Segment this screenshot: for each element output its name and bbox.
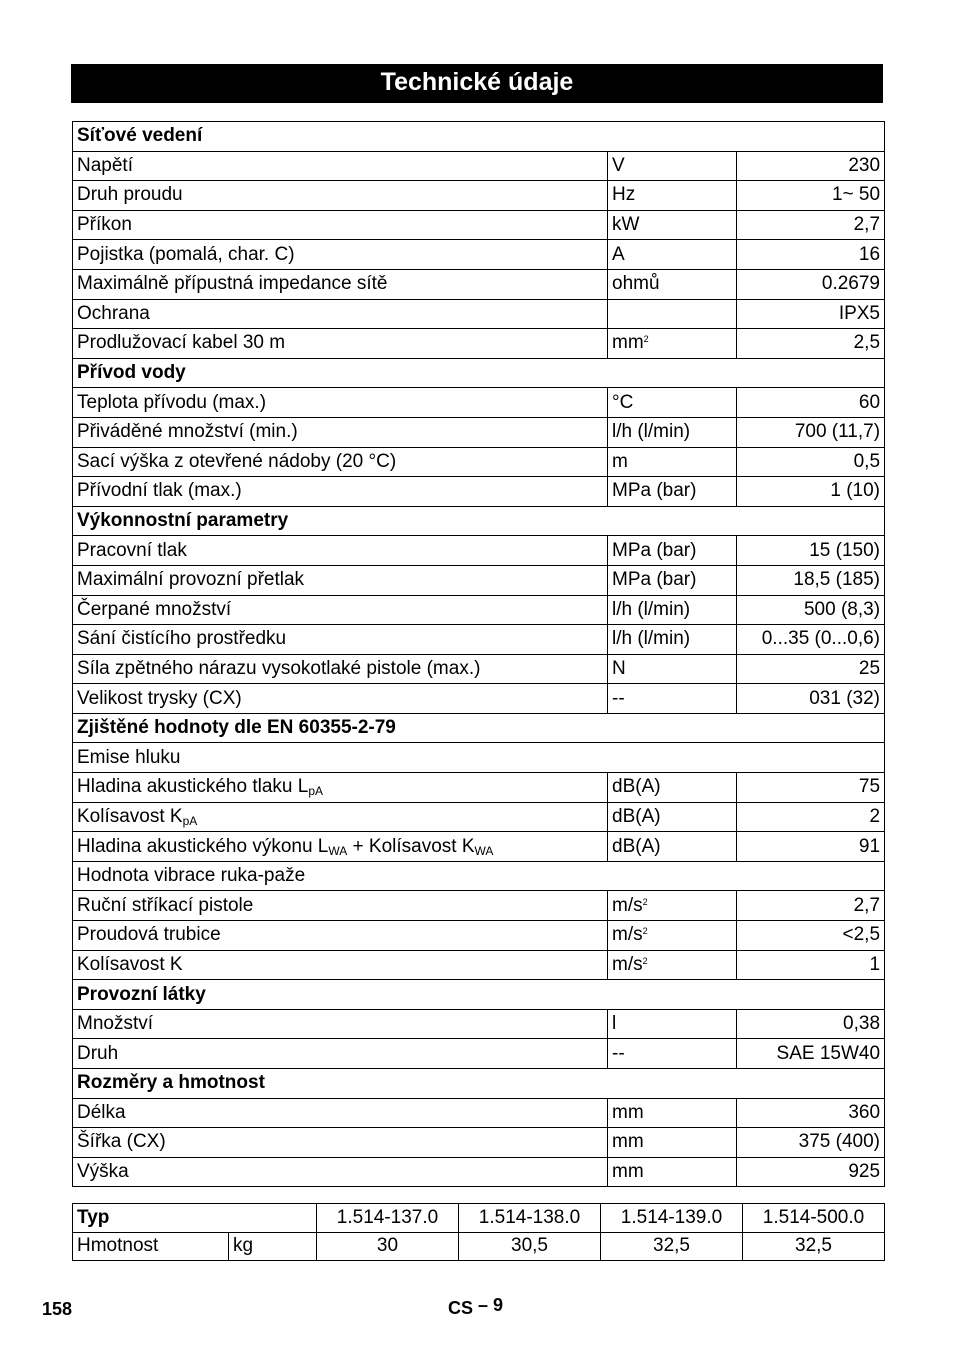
row-unit: MPa (bar) <box>608 565 737 595</box>
row-label: Přiváděné množství (min.) <box>73 417 608 447</box>
page-title: Technické údaje <box>71 64 883 103</box>
section-title-measured: Zjištěné hodnoty dle EN 60355-2-79 <box>73 713 885 743</box>
unit-base: m/s <box>612 924 643 946</box>
label-text-2: + Kolísavost K <box>347 835 475 857</box>
unit-base: mm <box>612 332 644 354</box>
subheader-vibration: Hodnota vibrace ruka-paže <box>73 861 885 891</box>
row-unit: N <box>608 654 737 684</box>
row-label: Napětí <box>73 151 608 181</box>
weight-value: 32,5 <box>743 1232 885 1261</box>
row-label: Teplota přívodu (max.) <box>73 388 608 418</box>
row-label <box>73 773 608 803</box>
table-row <box>73 1098 885 1128</box>
row-value: 16 <box>737 240 885 270</box>
table-row <box>73 269 885 299</box>
type-weight-table <box>72 1203 885 1261</box>
weight-value: 30 <box>317 1232 459 1261</box>
row-unit: mm <box>608 1128 737 1158</box>
row-label: Příkon <box>73 210 608 240</box>
weight-label: Hmotnost <box>73 1232 229 1261</box>
type-number: 1.514-138.0 <box>459 1204 601 1233</box>
section-header-row <box>73 506 885 536</box>
section-page: – 9 <box>478 1295 504 1315</box>
row-unit: dB(A) <box>608 802 737 832</box>
label-subscript: pA <box>308 784 323 799</box>
table-row <box>73 329 885 359</box>
row-value: 700 (11,7) <box>737 417 885 447</box>
row-unit: MPa (bar) <box>608 536 737 566</box>
language-code: CS <box>448 1298 474 1318</box>
label-text: Hladina akustického tlaku L <box>77 776 309 798</box>
row-value: SAE 15W40 <box>737 1039 885 1069</box>
section-title-performance: Výkonnostní parametry <box>73 506 885 536</box>
unit-base: m/s <box>612 894 643 916</box>
row-unit: °C <box>608 388 737 418</box>
row-value: 2 <box>737 802 885 832</box>
table-row <box>73 447 885 477</box>
row-value: 1 (10) <box>737 477 885 507</box>
label-text: Kolísavost K <box>77 805 183 827</box>
row-label <box>73 802 608 832</box>
row-value: 0,38 <box>737 1009 885 1039</box>
row-value: 18,5 (185) <box>737 565 885 595</box>
type-number: 1.514-139.0 <box>601 1204 743 1233</box>
subheader-row <box>73 743 885 773</box>
row-label: Ruční stříkací pistole <box>73 891 608 921</box>
row-label: Přívodní tlak (max.) <box>73 477 608 507</box>
row-unit: l <box>608 1009 737 1039</box>
row-label: Pracovní tlak <box>73 536 608 566</box>
row-label <box>73 832 608 862</box>
row-unit: l/h (l/min) <box>608 417 737 447</box>
subheader-row <box>73 861 885 891</box>
table-row <box>73 891 885 921</box>
row-value: 500 (8,3) <box>737 595 885 625</box>
table-row <box>73 832 885 862</box>
row-value: 360 <box>737 1098 885 1128</box>
label-subscript: WA <box>328 843 348 858</box>
row-label: Délka <box>73 1098 608 1128</box>
row-label: Ochrana <box>73 299 608 329</box>
table-row <box>73 1157 885 1187</box>
label-text: Hladina akustického výkonu L <box>77 835 329 857</box>
row-unit: ohmů <box>608 269 737 299</box>
section-title-mains: Síťové vedení <box>73 122 885 152</box>
row-unit <box>608 299 737 329</box>
section-header-row <box>73 358 885 388</box>
unit-base: m/s <box>612 953 643 975</box>
row-label: Velikost trysky (CX) <box>73 684 608 714</box>
row-label: Množství <box>73 1009 608 1039</box>
technical-data-table <box>72 121 885 1187</box>
row-value: <2,5 <box>737 921 885 951</box>
section-title-water: Přívod vody <box>73 358 885 388</box>
table-row <box>73 950 885 980</box>
table-row <box>73 417 885 447</box>
row-unit: l/h (l/min) <box>608 625 737 655</box>
unit-superscript: 2 <box>642 955 648 966</box>
type-number: 1.514-500.0 <box>743 1204 885 1233</box>
section-title-dimensions: Rozměry a hmotnost <box>73 1069 885 1099</box>
type-number: 1.514-137.0 <box>317 1204 459 1233</box>
section-header-row <box>73 980 885 1010</box>
unit-superscript: 2 <box>643 334 649 345</box>
table-row <box>73 299 885 329</box>
label-subscript-2: WA <box>474 843 494 858</box>
row-value: 75 <box>737 773 885 803</box>
row-unit: -- <box>608 684 737 714</box>
type-label: Typ <box>73 1204 317 1233</box>
table-row <box>73 654 885 684</box>
table-row <box>73 1009 885 1039</box>
row-unit: mm <box>608 1098 737 1128</box>
row-unit: MPa (bar) <box>608 477 737 507</box>
row-label: Sací výška z otevřené nádoby (20 °C) <box>73 447 608 477</box>
row-unit: -- <box>608 1039 737 1069</box>
table-row <box>73 151 885 181</box>
table-row <box>73 477 885 507</box>
row-unit: dB(A) <box>608 773 737 803</box>
table-row <box>73 595 885 625</box>
table-row <box>73 388 885 418</box>
row-unit <box>608 329 737 359</box>
row-value: 925 <box>737 1157 885 1187</box>
row-label: Šířka (CX) <box>73 1128 608 1158</box>
table-row <box>73 773 885 803</box>
row-label: Proudová trubice <box>73 921 608 951</box>
language-page-marker <box>448 1295 504 1319</box>
row-unit: V <box>608 151 737 181</box>
section-header-row <box>73 1069 885 1099</box>
row-label: Druh proudu <box>73 181 608 211</box>
page-number: 158 <box>42 1299 73 1319</box>
table-row <box>73 240 885 270</box>
row-value: 91 <box>737 832 885 862</box>
table-row <box>73 684 885 714</box>
row-label: Druh <box>73 1039 608 1069</box>
weight-value: 32,5 <box>601 1232 743 1261</box>
table-row <box>73 802 885 832</box>
row-value: 375 (400) <box>737 1128 885 1158</box>
row-label: Výška <box>73 1157 608 1187</box>
unit-superscript: 2 <box>642 926 648 937</box>
row-unit <box>608 950 737 980</box>
row-value: 031 (32) <box>737 684 885 714</box>
row-label: Sání čistícího prostředku <box>73 625 608 655</box>
row-label: Pojistka (pomalá, char. C) <box>73 240 608 270</box>
row-unit: Hz <box>608 181 737 211</box>
row-value: 230 <box>737 151 885 181</box>
row-value: 2,5 <box>737 329 885 359</box>
row-unit: mm <box>608 1157 737 1187</box>
row-value: 0,5 <box>737 447 885 477</box>
weight-unit: kg <box>229 1232 317 1261</box>
label-subscript: pA <box>182 813 198 828</box>
row-value: 25 <box>737 654 885 684</box>
table-row <box>73 1039 885 1069</box>
row-value: 1~ 50 <box>737 181 885 211</box>
row-label: Síla zpětného nárazu vysokotlaké pistole (max.) <box>73 654 608 684</box>
table-row <box>73 210 885 240</box>
section-header-row <box>73 122 885 152</box>
row-value: 1 <box>737 950 885 980</box>
row-value: 15 (150) <box>737 536 885 566</box>
row-unit: l/h (l/min) <box>608 595 737 625</box>
row-value: 60 <box>737 388 885 418</box>
row-label: Čerpané množství <box>73 595 608 625</box>
row-label: Prodlužovací kabel 30 m <box>73 329 608 359</box>
table-row <box>73 181 885 211</box>
weight-row <box>73 1232 885 1261</box>
table-row <box>73 921 885 951</box>
row-unit: m <box>608 447 737 477</box>
table-row <box>73 1128 885 1158</box>
row-label: Maximálně přípustná impedance sítě <box>73 269 608 299</box>
row-value: 0.2679 <box>737 269 885 299</box>
row-unit <box>608 921 737 951</box>
type-row <box>73 1204 885 1233</box>
row-value: 2,7 <box>737 891 885 921</box>
section-header-row <box>73 713 885 743</box>
table-row <box>73 565 885 595</box>
row-unit <box>608 891 737 921</box>
subheader-noise-emission: Emise hluku <box>73 743 885 773</box>
row-value: 2,7 <box>737 210 885 240</box>
row-unit: dB(A) <box>608 832 737 862</box>
table-row <box>73 536 885 566</box>
weight-value: 30,5 <box>459 1232 601 1261</box>
row-value: IPX5 <box>737 299 885 329</box>
table-row <box>73 625 885 655</box>
row-value: 0...35 (0...0,6) <box>737 625 885 655</box>
row-unit: A <box>608 240 737 270</box>
row-unit: kW <box>608 210 737 240</box>
row-label: Maximální provozní přetlak <box>73 565 608 595</box>
unit-superscript: 2 <box>642 896 648 907</box>
row-label: Kolísavost K <box>73 950 608 980</box>
section-title-fluids: Provozní látky <box>73 980 885 1010</box>
